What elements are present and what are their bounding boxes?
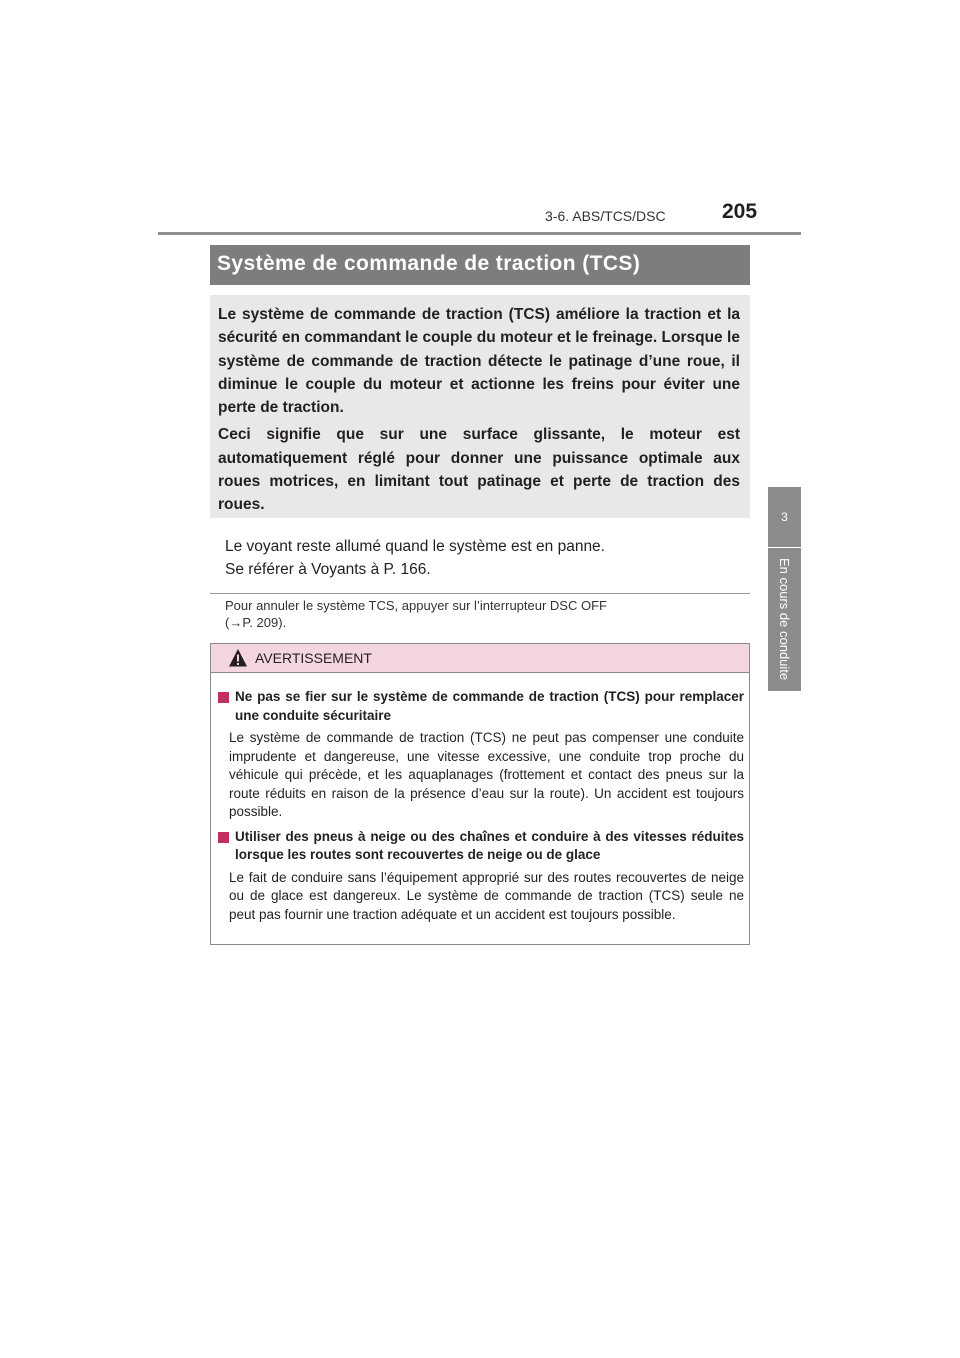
note-line: Le voyant reste allumé quand le système est en panne.	[225, 538, 605, 555]
warning-body	[218, 688, 744, 928]
chapter-number-tab	[768, 487, 801, 547]
warning-item-title: Utiliser des pneus à neige ou des chaînes et conduire à des vitesses réduites lorsque les routes sont recouvertes de neige ou de glace	[235, 828, 744, 862]
warning-box	[210, 643, 750, 945]
section-reference: 3-6. ABS/TCS/DSC	[545, 208, 666, 224]
small-note-line: Pour annuler le système TCS, appuyer sur l’interrupteur DSC OFF	[225, 598, 607, 613]
warning-item-text: Le fait de conduire sans l’équipement approprié sur des routes recouvertes de neige ou de glace est dangereux. Le système de commande de traction (TCS) seule ne peut pas fournir une traction adéquate et un accident est toujours possible.	[229, 869, 744, 922]
warning-item-title-row	[218, 688, 744, 725]
chapter-label-tab	[768, 548, 801, 691]
intro-text	[218, 303, 740, 521]
bullet-square-icon	[218, 692, 229, 703]
intro-paragraph: Ceci signifie que sur une surface glissante, le moteur est automatiquement réglé pour donner une puissance optimale aux roues motrices, en limitant tout patinage et perte de traction des roues.	[218, 426, 740, 514]
warning-item	[218, 688, 744, 822]
note-divider	[210, 593, 750, 594]
section-title: Système de commande de traction (TCS)	[217, 252, 641, 275]
warning-triangle-icon	[228, 648, 248, 668]
intro-paragraph: Le système de commande de traction (TCS) améliore la traction et la sécurité en commandant le couple du moteur et le freinage. Lorsque le système de commande de traction détecte le patinage d’une roue, il diminue le couple du moteur et actionne les freins pour éviter une perte de traction.	[218, 306, 740, 417]
warning-item-title-row	[218, 828, 744, 865]
bullet-square-icon	[218, 832, 229, 843]
chapter-label: En cours de conduite	[777, 558, 792, 681]
warning-title: AVERTISSEMENT	[255, 650, 372, 666]
small-note-line: (→P. 209).	[225, 615, 287, 630]
note-line: Se référer à Voyants à P. 166.	[225, 561, 431, 578]
warning-header	[211, 644, 749, 673]
header-divider	[158, 232, 801, 235]
chapter-number: 3	[781, 510, 788, 524]
warning-item-text: Le système de commande de traction (TCS) ne peut pas compenser une conduite imprudente et dangereuse, une vitesse excessive, une conduite trop proche du véhicule qui précède, et les aquaplanages (frottement et contact des pneus sur la route réduits en raison de la présence d’eau sur la route). Un accident est toujours possible.	[229, 730, 744, 819]
warning-item-title: Ne pas se fier sur le système de commande de traction (TCS) pour remplacer une conduite sécuritaire	[235, 689, 744, 723]
page-number: 205	[722, 200, 758, 223]
warning-item	[218, 828, 744, 925]
small-note	[225, 597, 745, 631]
